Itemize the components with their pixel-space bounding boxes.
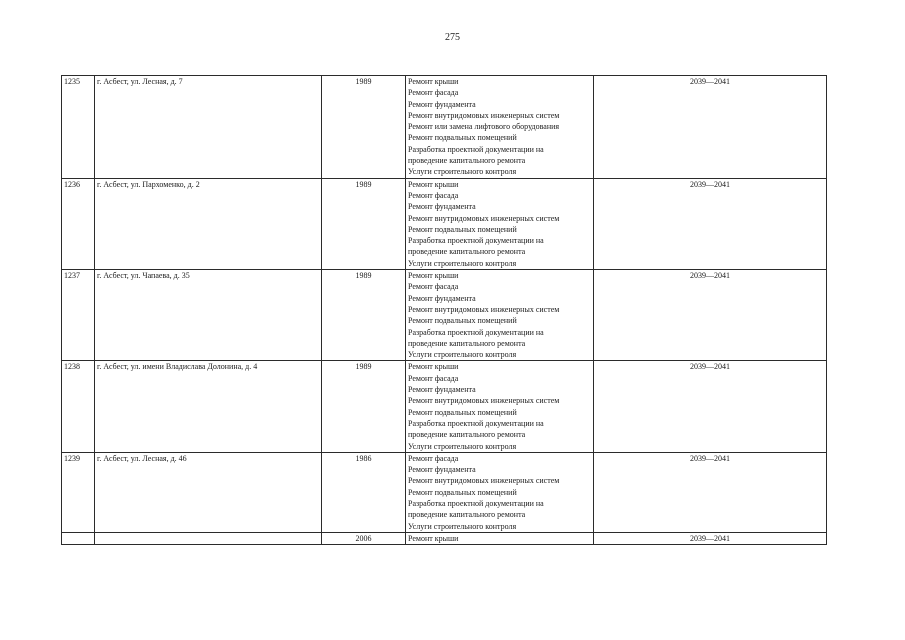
period-cell: 2039—2041 bbox=[594, 361, 827, 452]
year-cell: 1989 bbox=[322, 76, 406, 179]
work-item: Ремонт подвальных помещений bbox=[408, 407, 517, 417]
work-item: Ремонт фундамента bbox=[408, 465, 476, 475]
table-row bbox=[62, 270, 827, 361]
work-item: Ремонт внутридомовых инженерных систем bbox=[408, 213, 560, 223]
works-cell bbox=[406, 270, 594, 361]
work-item: Ремонт фасада bbox=[408, 373, 459, 383]
address-cell: г. Асбест, ул. Лесная, д. 7 bbox=[95, 76, 322, 179]
table-body bbox=[62, 76, 827, 545]
work-item: Ремонт фундамента bbox=[408, 99, 476, 109]
work-item: Ремонт подвальных помещений bbox=[408, 133, 517, 143]
work-item: проведение капитального ремонта bbox=[408, 156, 526, 166]
row-number-cell bbox=[62, 532, 95, 544]
work-item: Ремонт фасада bbox=[408, 282, 459, 292]
work-item: Ремонт крыши bbox=[408, 271, 459, 281]
row-number-cell: 1237 bbox=[62, 270, 95, 361]
row-number-cell: 1236 bbox=[62, 178, 95, 269]
table-row bbox=[62, 532, 827, 544]
work-item: Ремонт подвальных помещений bbox=[408, 224, 517, 234]
work-item: Услуги строительного контроля bbox=[408, 258, 517, 268]
page-number: 275 bbox=[445, 32, 460, 43]
work-item: Ремонт фундамента bbox=[408, 293, 476, 303]
year-cell: 1986 bbox=[322, 452, 406, 532]
work-item: Ремонт крыши bbox=[408, 77, 459, 86]
work-item: Ремонт внутридомовых инженерных систем bbox=[408, 396, 560, 406]
work-item: Разработка проектной документации на bbox=[408, 498, 544, 508]
works-cell bbox=[406, 532, 594, 544]
work-item: Разработка проектной документации на bbox=[408, 327, 544, 337]
work-item: проведение капитального ремонта bbox=[408, 338, 526, 348]
address-cell: г. Асбест, ул. Чапаева, д. 35 bbox=[95, 270, 322, 361]
address-cell bbox=[95, 532, 322, 544]
period-cell: 2039—2041 bbox=[594, 270, 827, 361]
table-row bbox=[62, 76, 827, 179]
work-item: Услуги строительного контроля bbox=[408, 441, 517, 451]
work-item: Ремонт фундамента bbox=[408, 385, 476, 395]
work-item: Ремонт фасада bbox=[408, 453, 459, 463]
table-row bbox=[62, 452, 827, 532]
row-number-cell: 1235 bbox=[62, 76, 95, 179]
work-item: Ремонт или замена лифтового оборудования bbox=[408, 122, 560, 132]
works-cell bbox=[406, 452, 594, 532]
works-cell bbox=[406, 76, 594, 179]
work-item: проведение капитального ремонта bbox=[408, 247, 526, 257]
work-item: Ремонт внутридомовых инженерных систем bbox=[408, 476, 560, 486]
address-cell: г. Асбест, ул. Пархоменко, д. 2 bbox=[95, 178, 322, 269]
year-cell: 2006 bbox=[322, 532, 406, 544]
period-cell: 2039—2041 bbox=[594, 452, 827, 532]
table-row bbox=[62, 178, 827, 269]
year-cell: 1989 bbox=[322, 361, 406, 452]
year-cell: 1989 bbox=[322, 270, 406, 361]
works-cell bbox=[406, 178, 594, 269]
work-item: Ремонт фасада bbox=[408, 88, 459, 98]
work-item: Разработка проектной документации на bbox=[408, 144, 544, 154]
repair-schedule-table bbox=[61, 75, 827, 545]
work-item: Ремонт внутридомовых инженерных систем bbox=[408, 110, 560, 120]
work-item: Ремонт фундамента bbox=[408, 202, 476, 212]
address-cell: г. Асбест, ул. Лесная, д. 46 bbox=[95, 452, 322, 532]
work-item: Ремонт крыши bbox=[408, 533, 459, 543]
work-item: Услуги строительного контроля bbox=[408, 521, 517, 531]
year-cell: 1989 bbox=[322, 178, 406, 269]
work-item: Ремонт фасада bbox=[408, 190, 459, 200]
period-cell: 2039—2041 bbox=[594, 532, 827, 544]
work-item: Ремонт крыши bbox=[408, 179, 459, 189]
period-cell: 2039—2041 bbox=[594, 76, 827, 179]
work-item: проведение капитального ремонта bbox=[408, 510, 526, 520]
work-item: проведение капитального ремонта bbox=[408, 430, 526, 440]
row-number-cell: 1239 bbox=[62, 452, 95, 532]
work-item: Ремонт крыши bbox=[408, 362, 459, 372]
work-item: Разработка проектной документации на bbox=[408, 236, 544, 246]
row-number-cell: 1238 bbox=[62, 361, 95, 452]
table-row bbox=[62, 361, 827, 452]
work-item: Ремонт подвальных помещений bbox=[408, 316, 517, 326]
work-item: Ремонт внутридомовых инженерных систем bbox=[408, 304, 560, 314]
work-item: Услуги строительного контроля bbox=[408, 167, 517, 177]
work-item: Услуги строительного контроля bbox=[408, 350, 517, 360]
period-cell: 2039—2041 bbox=[594, 178, 827, 269]
works-cell bbox=[406, 361, 594, 452]
work-item: Разработка проектной документации на bbox=[408, 418, 544, 428]
address-cell: г. Асбест, ул. имени Владислава Долонина, д. 4 bbox=[95, 361, 322, 452]
work-item: Ремонт подвальных помещений bbox=[408, 487, 517, 497]
